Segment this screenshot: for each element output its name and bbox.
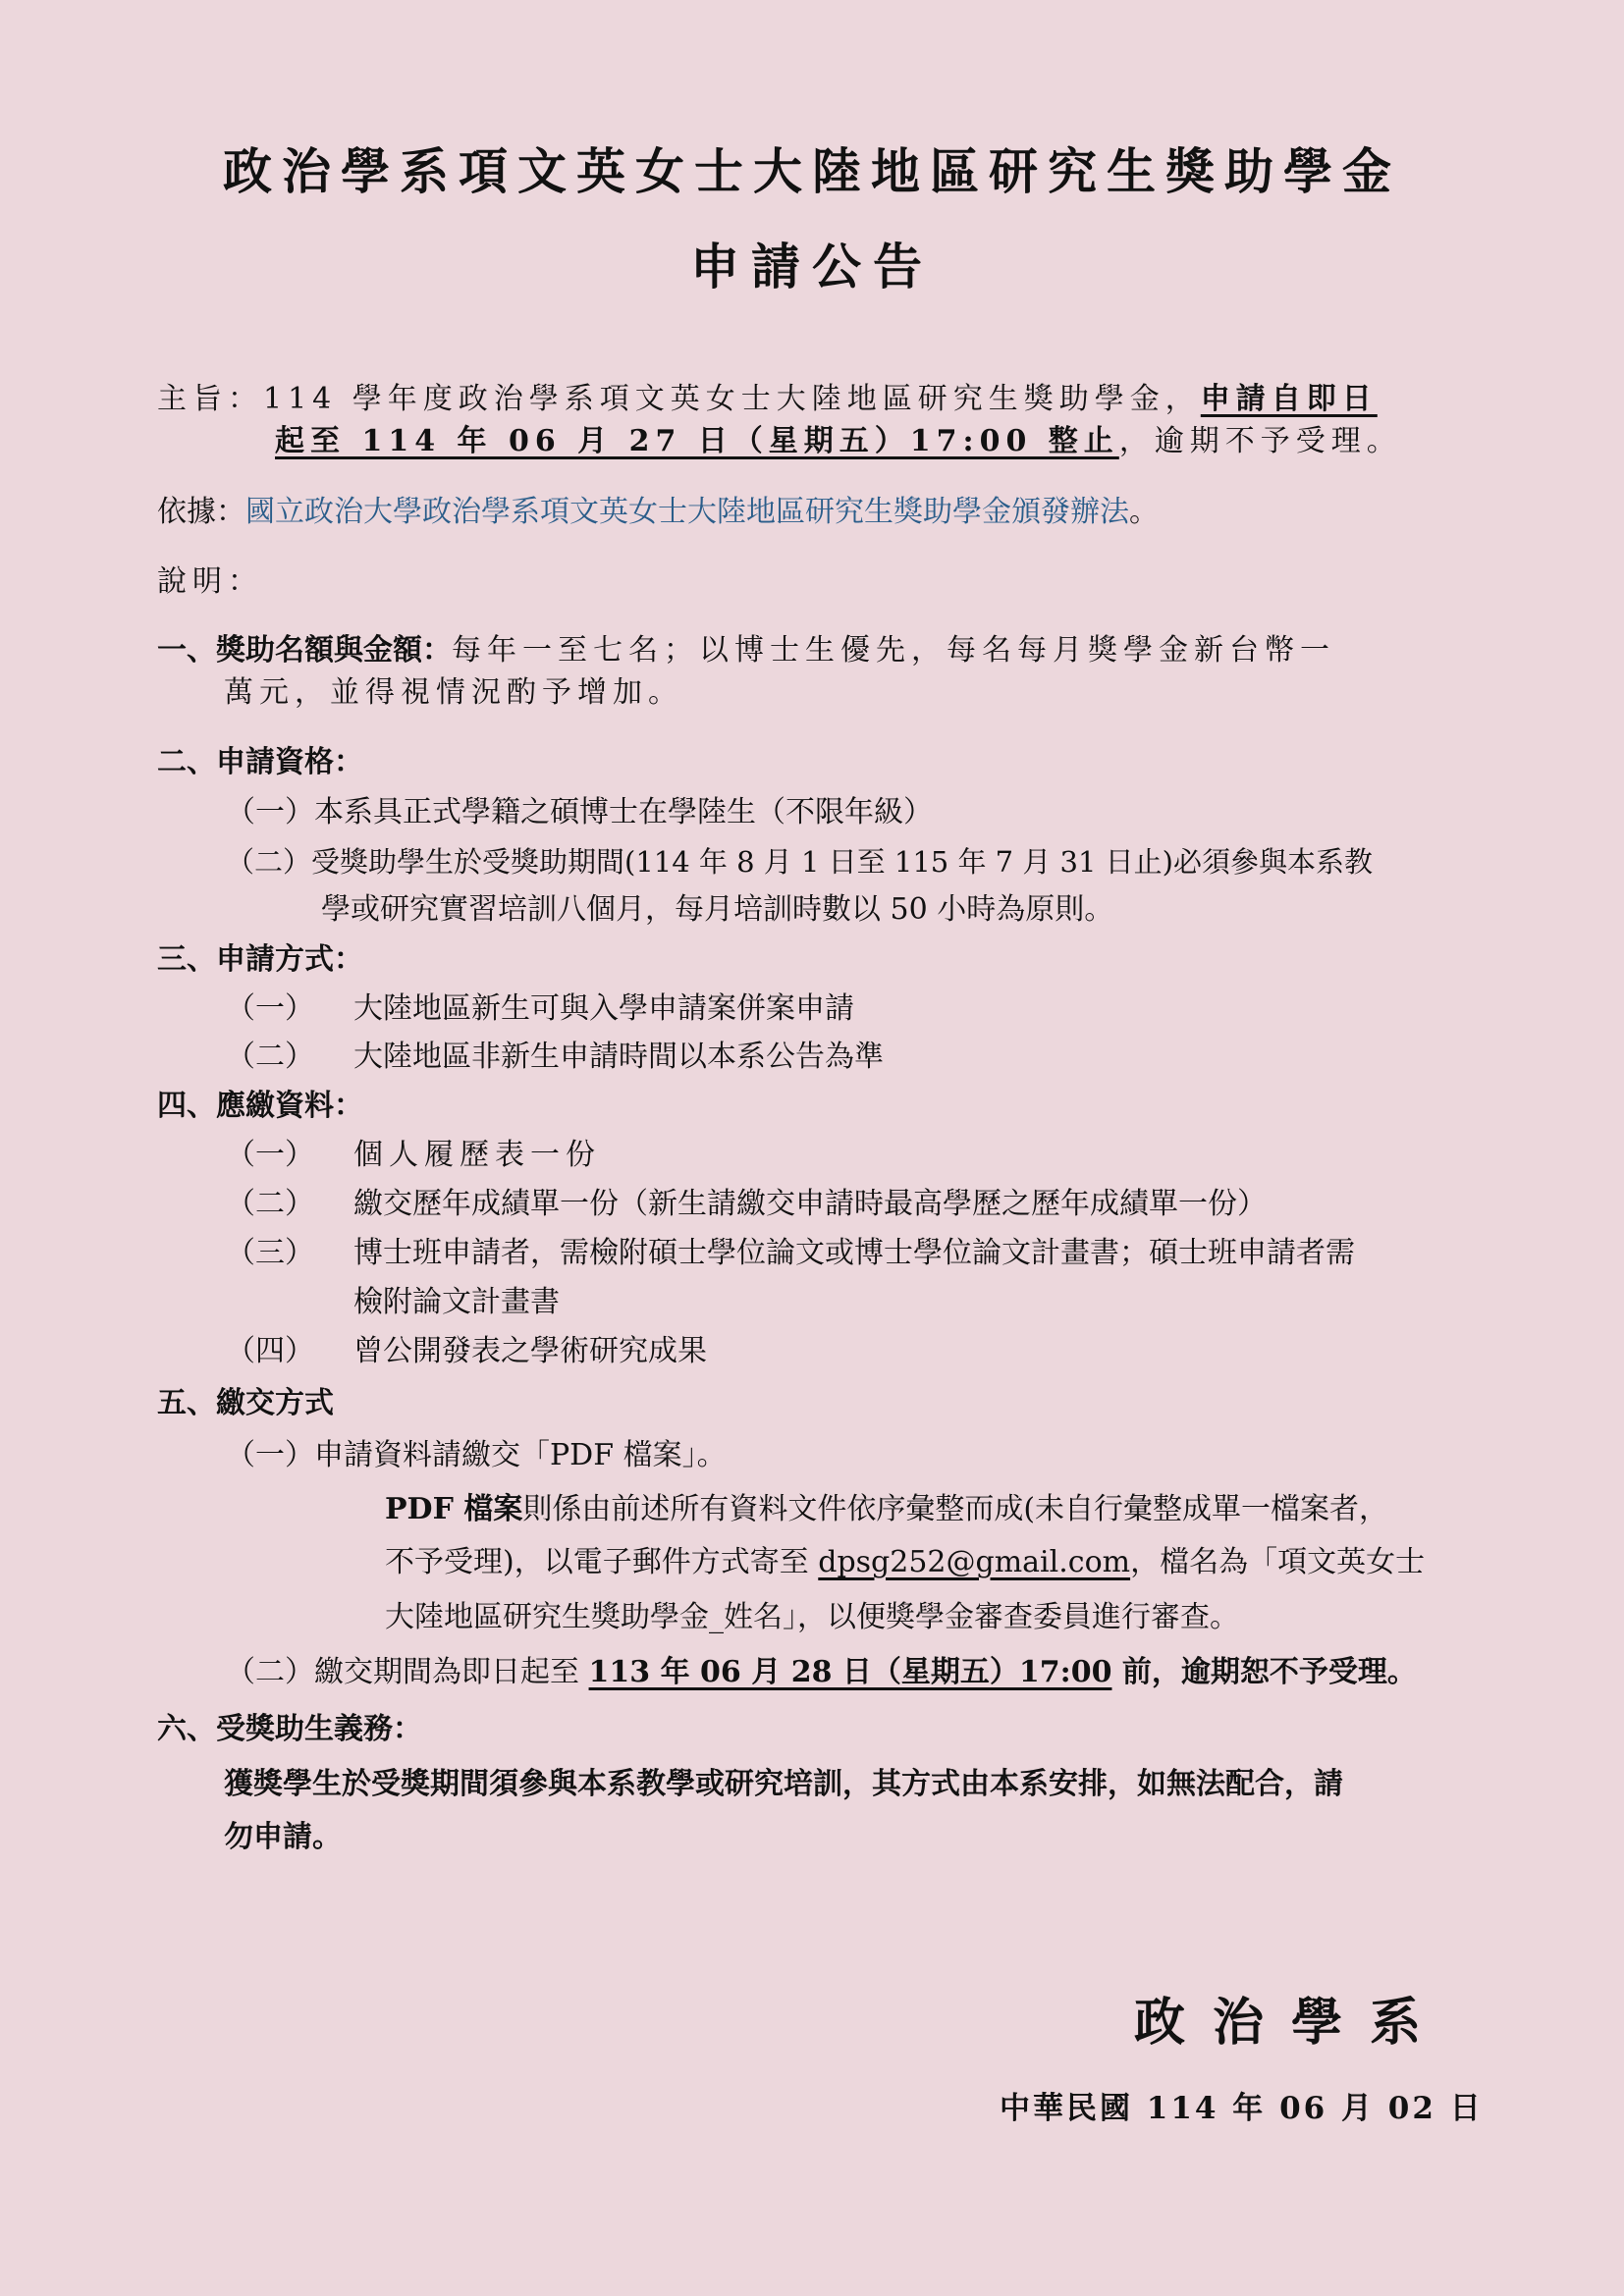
sec5-item-1: （一）申請資料請繳交「PDF 檔案」。 [226, 1438, 727, 1472]
explain-label: 說明： [157, 564, 263, 599]
sec4-item-4: 曾公開發表之學術研究成果 [353, 1334, 707, 1368]
email-link[interactable]: dpsg252@gmail.com [818, 1545, 1131, 1579]
subject-deadline-b: 起至 114 年 06 月 27 日（星期五）17:00 整止 [275, 424, 1119, 458]
basis-tail: 。 [1129, 495, 1159, 529]
sec1-line-1 [157, 631, 1335, 670]
sec5-item-2-tail: 前，逾期恕不予受理。 [1111, 1655, 1417, 1689]
sec2-item-2b: 學或研究實習培訓八個月，每月培訓時數以 50 小時為原則。 [321, 892, 1114, 927]
sec6-text-2: 勿申請。 [224, 1820, 342, 1854]
sec2-item-1: （一）本系具正式學籍之碩博士在學陸生（不限年級） [226, 795, 933, 829]
basis-line [157, 493, 1159, 532]
sec4-item-3a: 博士班申請者，需檢附碩士學位論文或博士學位論文計畫書；碩士班申請者需 [353, 1236, 1355, 1270]
sec3-item-1: 大陸地區新生可與入學申請案併案申請 [353, 991, 854, 1026]
sec5-item-2-deadline: 113 年 06 月 28 日（星期五）17:00 [588, 1655, 1112, 1689]
announcement-date: 中華民國 114 年 06 月 02 日 [1000, 2091, 1484, 2126]
title-line-2: 申請公告 [690, 238, 934, 295]
sec4-item-4-num: （四） [226, 1334, 314, 1368]
sec5-detail-2b: ，檔名為「項文英女士 [1130, 1545, 1426, 1579]
sec3-item-1-num: （一） [226, 991, 314, 1026]
sec5-heading: 五、繳交方式 [157, 1386, 334, 1420]
sec5-detail-1-text: 則係由前述所有資料文件依序彙整而成(未自行彙整成單一檔案者， [522, 1492, 1389, 1526]
sec4-item-3-num: （三） [226, 1236, 314, 1270]
subject-line-2 [275, 422, 1402, 461]
sec4-item-1: 個人履歷表一份 [353, 1138, 601, 1172]
sec2-heading: 二、申請資格： [157, 745, 363, 779]
sec4-item-3b: 檢附論文計畫書 [353, 1285, 560, 1319]
sec4-heading: 四、應繳資料： [157, 1089, 363, 1123]
sec5-detail-2a: 不予受理)，以電子郵件方式寄至 [385, 1545, 819, 1579]
sec5-detail-2 [385, 1543, 1425, 1582]
sec5-detail-bold: PDF 檔案 [385, 1492, 523, 1526]
department-signature: 政治學系 [1134, 1993, 1449, 2053]
sec6-text-1: 獲獎學生於受獎期間須參與本系教學或研究培訓，其方式由本系安排，如無法配合，請 [224, 1767, 1343, 1801]
sec6-heading: 六、受獎助生義務： [157, 1712, 422, 1746]
subject-line-1 [157, 380, 1378, 419]
sec4-item-1-num: （一） [226, 1138, 314, 1172]
sec1-text-1: 每年一至七名；以博士生優先，每名每月獎學金新台幣一 [452, 633, 1335, 667]
sec5-item-2 [226, 1653, 1417, 1692]
basis-regulation-link[interactable]: 國立政治大學政治學系項文英女士大陸地區研究生獎助學金頒發辦法 [245, 495, 1129, 529]
sec3-heading: 三、申請方式： [157, 942, 363, 977]
sec5-item-2-prefix: （二）繳交期間為即日起至 [226, 1655, 589, 1689]
subject-tail: ，逾期不予受理。 [1118, 424, 1402, 458]
sec4-item-2: 繳交歷年成績單一份（新生請繳交申請時最高學歷之歷年成績單一份） [353, 1187, 1267, 1221]
title-line-1: 政治學系項文英女士大陸地區研究生獎助學金 [223, 142, 1401, 200]
sec3-item-2: 大陸地區非新生申請時間以本系公告為準 [353, 1040, 884, 1074]
sec3-item-2-num: （二） [226, 1040, 314, 1074]
subject-deadline-a: 申請自即日 [1200, 382, 1378, 416]
basis-label: 依據： [157, 495, 245, 529]
sec2-item-2a: （二）受獎助學生於受獎助期間(114 年 8 月 1 日至 115 年 7 月 31 日止)必須參與本系教 [226, 845, 1373, 879]
sec5-detail-3: 大陸地區研究生獎助學金_姓名」，以便獎學金審查委員進行審查。 [385, 1600, 1239, 1634]
sec1-heading: 一、獎助名額與金額： [157, 633, 452, 667]
sec5-detail-1 [385, 1490, 1388, 1529]
subject-label: 主旨： [157, 382, 263, 416]
subject-text: 114 學年度政治學系項文英女士大陸地區研究生獎助學金， [263, 382, 1201, 416]
sec1-text-2: 萬元，並得視情況酌予增加。 [224, 675, 683, 710]
sec4-item-2-num: （二） [226, 1187, 314, 1221]
